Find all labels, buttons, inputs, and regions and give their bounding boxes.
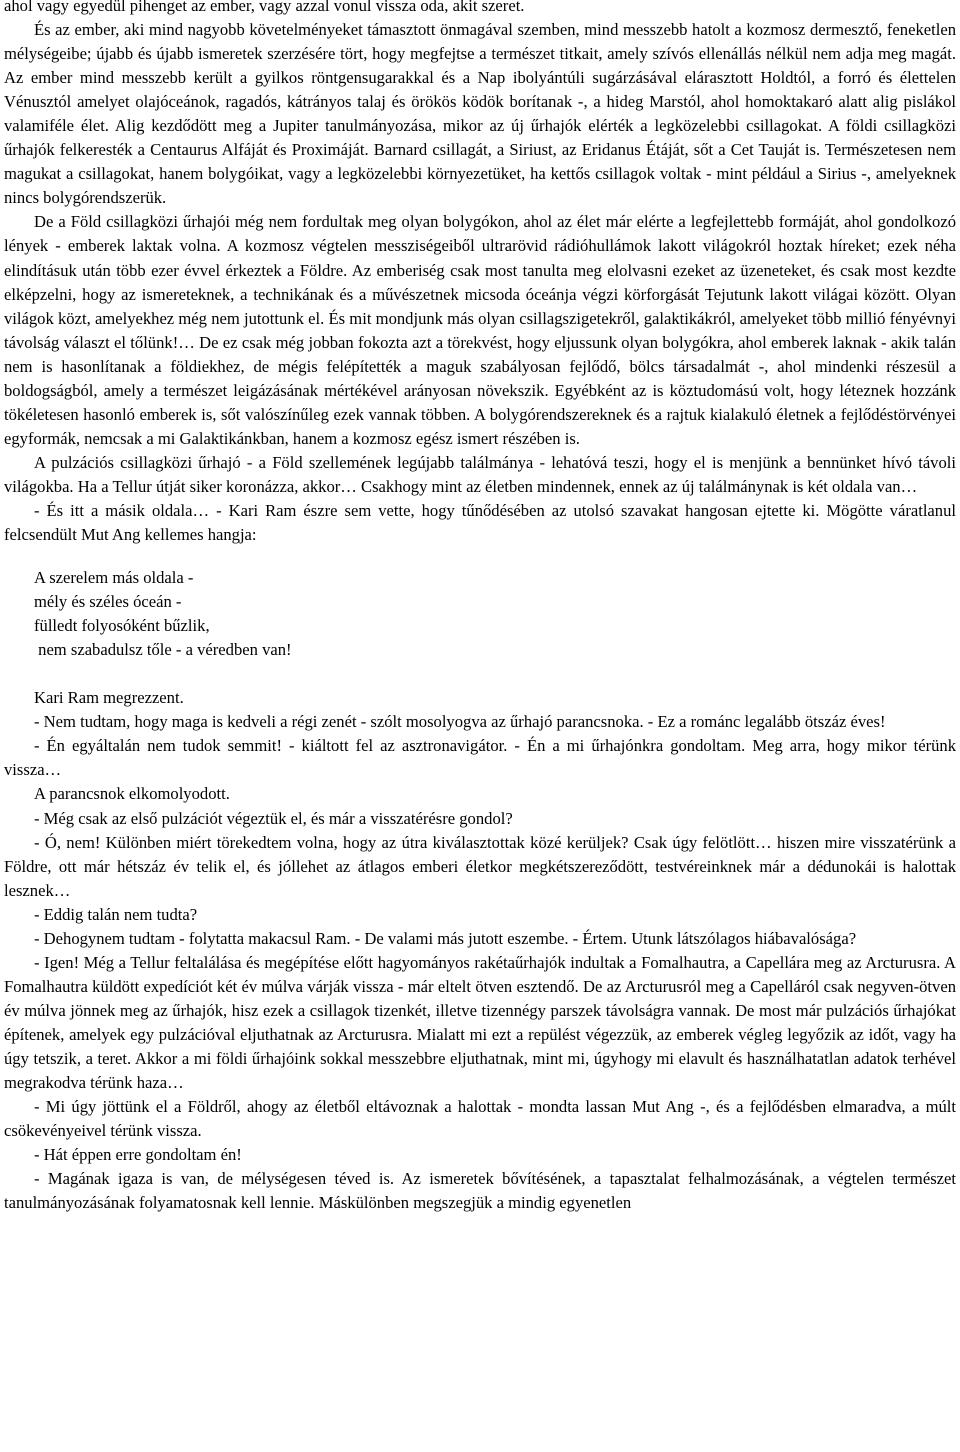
paragraph: - És itt a másik oldala… - Kari Ram észre sem vette, hogy tűnődésében az utolsó szavakat hangosan ejtette ki. Mögötte váratlanul felcsendült Mut Ang kellemes hangja: — [4, 500, 956, 545]
paragraph: És az ember, aki mind nagyobb követelményeket támasztott önmagával szemben, mind messzebb hatolt a kozmosz dermesztő, feneketlen mélységeibe; újabb és újabb ismeretek szerzésére tört, hogy megfejtse a természet titkait, amely szívós ellenállás nélkül nem adja meg magát. Az ember mind messzebb került a gyilkos röntgensugarakkal és a Nap ibolyántúli sugárzásával elárasztott Holdtól, a forró és élettelen Vénusztól amelyet olajóceánok, ragadós, kátrányos talaj és örökös ködök borítanak -, a hideg Marstól, ahol homoktakaró alatt alig pislákol valamiféle élet. Alig kezdődött meg a Jupiter tanulmányozása, mikor az új űrhajók elérték a legközelebbi csillagokat. A földi csillagközi űrhajók felkeresték a Centaurus Alfáját és Proximáját. Barnard csillagát, a Siriust, az Eridanus Étáját, sőt a Cet Tauját is. Természetesen nem magukat a csillagokat, hanem bolygóikat, vagy a legközelebbi környezetüket, ha kettős csillagok voltak - mint például a Sirius -, amelyeknek nincs bolygórendszerük. — [4, 20, 956, 208]
paragraph: - Mi úgy jöttünk el a Földről, ahogy az életből eltávoznak a halottak - mondta lassan Mut Ang -, és a fejlődésben elmaradva, a múlt csökevényeivel térünk vissza. — [4, 1097, 956, 1141]
paragraph: ahol vagy egyedül pihenget az ember, vagy azzal vonul vissza oda, akit szeret. — [4, 0, 525, 15]
poem-line: A szerelem más oldala - — [34, 568, 194, 588]
paragraph: - Igen! Még a Tellur feltalálása és megépítése előtt hagyományos rakétaűrhajók indultak a Fomalhautra, a Capellára meg az Arcturusra. A Fomalhautra küldött expedíciót két év múlva várják vissza - már eltelt ötven esztendő. De az Arcturusról meg a Capelláról csak negyven-ötven év múlva jönnek meg az űrhajók, hisz ezek a csillagok tizenkét, illetve tizennégy parszek távolságra vannak. De most már pulzációs űrhajókat építenek, amelyek egy pulzációval eljuthatnak az Arcturusra. Mialatt mi ezt a repülést végezzük, az emberek végleg legyőzik az időt, vagy ha úgy tetszik, a teret. Akkor a mi földi űrhajóink sokkal messzebbre eljuthatnak, mint mi, úgyhogy mi elavult és használhatatlan adatok terhével megrakodva térünk haza… — [4, 952, 956, 1093]
paragraph: - Én egyáltalán nem tudok semmit! - kiáltott fel az asztronavigátor. - Én a mi űrhajónkra gondoltam. Meg arra, hogy mikor térünk vissza… — [4, 736, 956, 780]
paragraph: - Még csak az első pulzációt végeztük el, és már a visszatérésre gondol? — [34, 808, 513, 828]
paragraph: Kari Ram megrezzent. — [34, 688, 184, 708]
paragraph: - Dehogynem tudtam - folytatta makacsul Ram. - De valami más jutott eszembe. - Értem. Utunk látszólagos hiábavalósága? — [34, 928, 857, 948]
paragraph: - Nem tudtam, hogy maga is kedveli a régi zenét - szólt mosolyogva az űrhajó parancsnoka. - Ez a románc legalább ötszáz éves! — [34, 712, 886, 732]
poem-line: nem szabadulsz tőle - a véredben van! — [34, 640, 292, 660]
paragraph: De a Föld csillagközi űrhajói még nem fordultak meg olyan bolygókon, ahol az élet már elérte a legfejlettebb formáját, ahol gondolkozó lények - emberek laktak volna. A kozmosz végtelen messziségeiből ultrarövid rádióhullámok lakott világokról hoztak híreket; ezek néha elindításuk után több ezer évvel érkeztek a Földre. Az emberiség csak most tanulta meg elolvasni ezeket az üzeneteket, és csak most kezdte elképzelni, hogy az ismereteknek, a technikának és a művészetnek micsoda óceánja végzi körforgását Tejutunk lakott világai között. Olyan világok közt, amelyekhez még nem jutottunk el. És mit mondjunk más olyan csillagszigetekről, galaktikákról, amelyeket több millió fényévnyi távolság választ el tőlünk!… De ez csak még jobban fokozta azt a törekvést, hogy eljussunk olyan bolygókra, ahol emberek laknak - akik talán nem is hasonlítanak a földiekhez, de mégis felépítették a maguk szabályosan fejlődő, bölcs társadalmát -, ahol mindenki részesül a boldogságból, amely a természet leigázásának mértékével arányosan növekszik. Egyébként az is köztudomású volt, hogy léteznek hozzánk tökéletesen hasonló emberek is, sőt valószínűleg ezek vannak többen. A bolygórendszereknek és a rajtuk kialakuló életnek a fejlődéstörvényei egyformák, nemcsak a mi Galaktikánkban, hanem a kozmosz egész ismert részében is. — [4, 212, 956, 448]
poem-line: mély és széles óceán - — [34, 592, 182, 612]
poem-line: fülledt folyosóként bűzlik, — [34, 616, 210, 636]
paragraph: A parancsnok elkomolyodott. — [34, 784, 230, 804]
poem — [34, 566, 956, 662]
body-after-poem — [4, 686, 956, 1215]
paragraph: - Ó, nem! Különben miért törekedtem volna, hogy az útra kiválasztottak közé kerüljek? Csak úgy felötlött… hiszen mire visszatérünk a Földre, ott már hétszáz év telik el, és jóllehet az átlagos emberi életkor megkétszereződött, testvéreinknek már a dédunokái is halottak lesznek… — [4, 832, 956, 900]
paragraph: A pulzációs csillagközi űrhajó - a Föld szellemének legújabb találmánya - lehatóvá teszi, hogy el is menjünk a bennünket hívó távoli világokba. Ha a Tellur útját siker koronázza, akkor… Csakhogy mint az életben mindennek, ennek az új találmánynak is két oldala van… — [4, 452, 956, 496]
body-before-poem — [4, 0, 956, 547]
paragraph: - Magának igaza is van, de mélységesen téved is. Az ismeretek bővítésének, a tapasztalat felhalmozásának, a végtelen természet tanulmányozásának folyamatosnak kell lennie. Máskülönben megszegjük a mindig egyenetlen — [4, 1169, 956, 1213]
paragraph: - Eddig talán nem tudta? — [34, 904, 198, 924]
paragraph: - Hát éppen erre gondoltam én! — [34, 1145, 242, 1165]
